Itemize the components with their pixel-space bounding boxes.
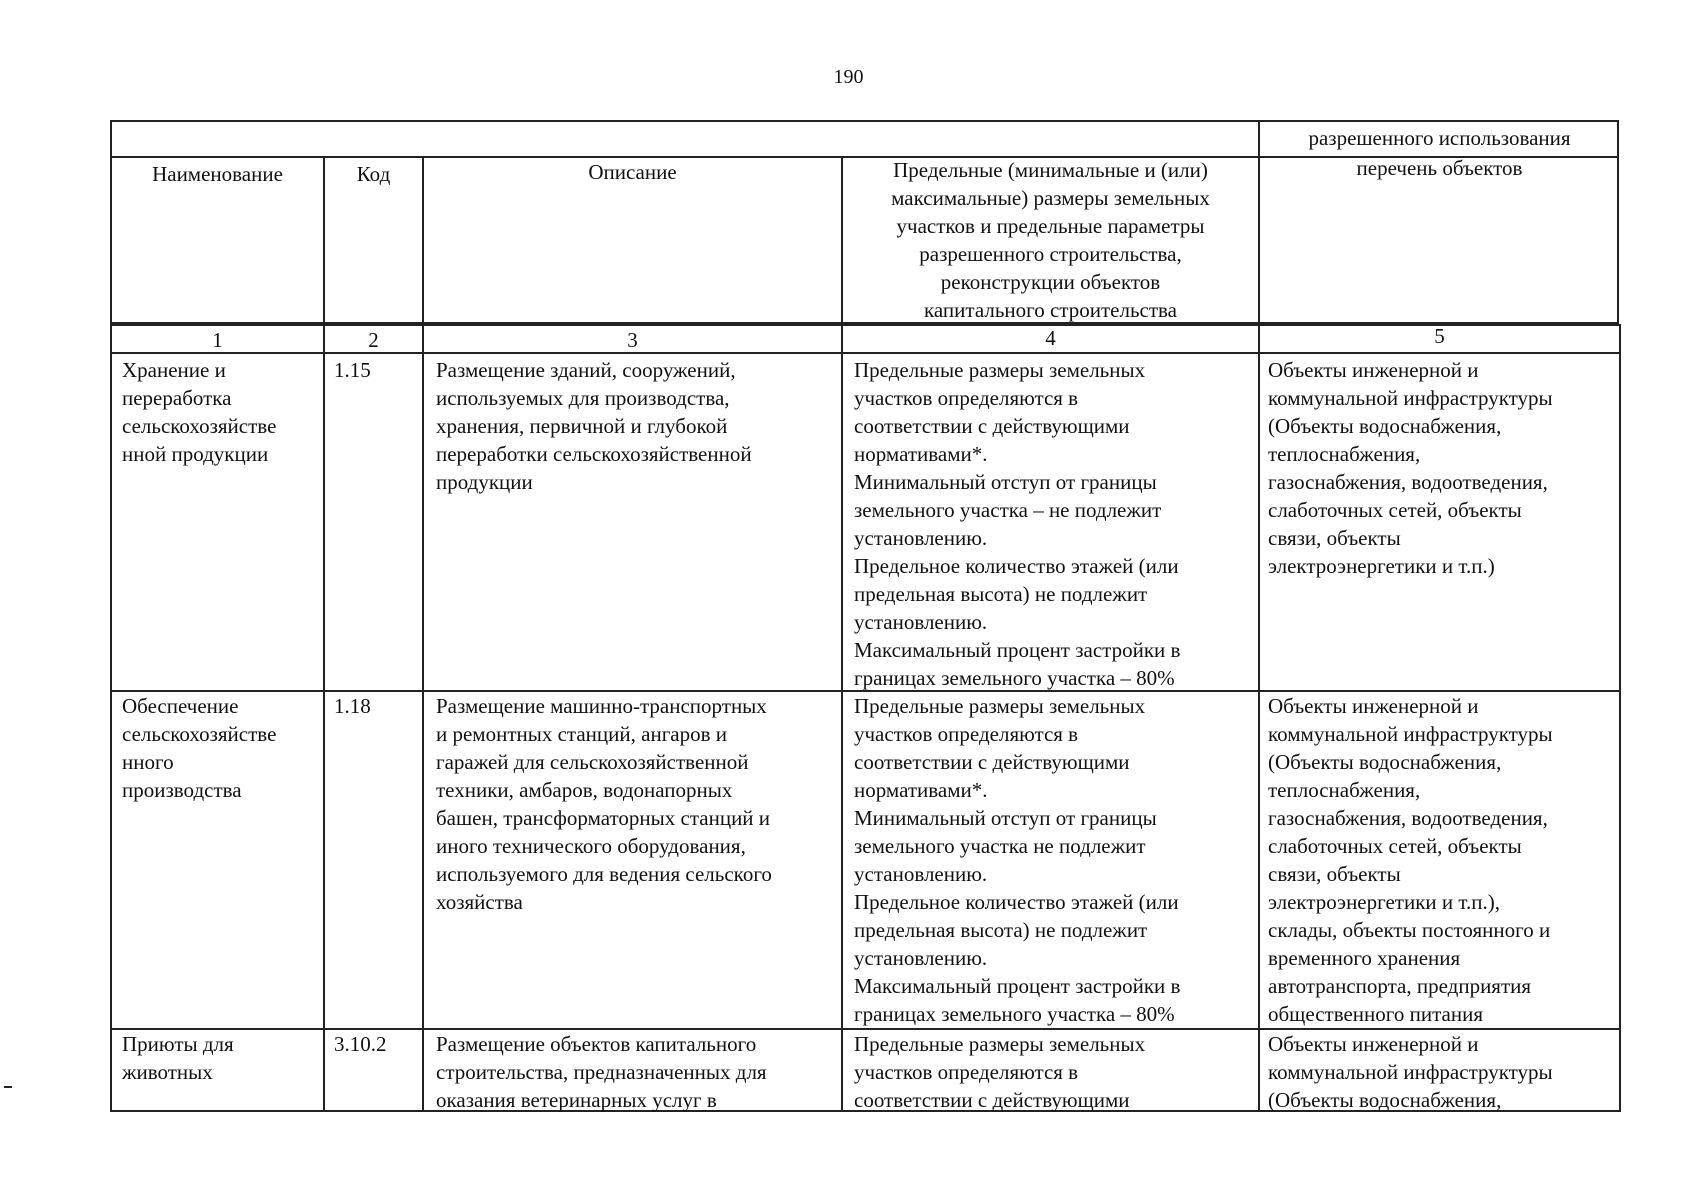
cell-line: коммунальной инфраструктуры (1268, 386, 1553, 410)
table-cell-params (854, 692, 1258, 1028)
table-cell-params (854, 1030, 1258, 1114)
cell-line: общественного питания (1268, 1002, 1483, 1026)
table-cell-name (122, 356, 323, 468)
table-cell-code (334, 692, 422, 720)
cell-line: нного (122, 750, 174, 774)
header-name: Наименование (152, 162, 283, 186)
cell-line: установлению. (854, 946, 988, 970)
cell-line: газоснабжения, водоотведения, (1268, 806, 1548, 830)
table-cell-objects (1268, 692, 1619, 1028)
cell-line: Размещение объектов капитального (436, 1032, 757, 1056)
cell-line: Объекты инженерной и (1268, 358, 1479, 382)
cell-line: установлению. (854, 862, 988, 886)
column-number-4: 4 (1045, 326, 1056, 350)
cell-line: иного технического оборудования, (436, 834, 746, 858)
cell-line: оказания ветеринарных услуг в (436, 1088, 717, 1112)
cell-line: слаботочных сетей, объекты (1268, 498, 1522, 522)
cell-line: Размещение машинно-транспортных (436, 694, 767, 718)
cell-line: Объекты инженерной и (1268, 1032, 1479, 1056)
cell-line: Предельное количество этажей (или (854, 554, 1179, 578)
cell-line: Минимальный отступ от границы (854, 806, 1157, 830)
cell-line: Предельные размеры земельных (854, 358, 1146, 382)
cell-line: слаботочных сетей, объекты (1268, 834, 1522, 858)
cell-line: теплоснабжения, (1268, 778, 1421, 802)
table-cell-code (334, 356, 422, 384)
header-params: Предельные (минимальные и (или) максимальные) размеры земельных участков и предельные параметры разрешенного строительства, реконструкции объектов капитального строительства (891, 158, 1210, 322)
table-cell-description (436, 356, 841, 496)
table-cell-name (122, 1030, 323, 1086)
cell-line: соответствии с действующими (854, 1088, 1130, 1112)
cell-line: Обеспечение (122, 694, 239, 718)
table-cell-objects (1268, 356, 1619, 580)
column-number-3: 3 (627, 328, 638, 352)
cell-line: предельная высота) не подлежит (854, 918, 1148, 942)
header-continuation: разрешенного использования (1308, 126, 1571, 150)
cell-line: башен, трансформаторных станций и (436, 806, 771, 830)
cell-line: Объекты инженерной и (1268, 694, 1479, 718)
cell-line: строительства, предназначенных для (436, 1060, 767, 1084)
table-cell-code (334, 1030, 422, 1058)
cell-line: земельного участка – не подлежит (854, 498, 1162, 522)
cell-line: участков определяются в (854, 1060, 1079, 1084)
cell-line: (Объекты водоснабжения, (1268, 414, 1502, 438)
cell-line: участков определяются в (854, 722, 1079, 746)
cell-line: (Объекты водоснабжения, (1268, 750, 1502, 774)
cell-line: переработка (122, 386, 232, 410)
cell-line: установлению. (854, 526, 988, 550)
cell-line: Приюты для (122, 1032, 234, 1056)
cell-line: Предельное количество этажей (или (854, 890, 1179, 914)
cell-line: коммунальной инфраструктуры (1268, 722, 1553, 746)
cell-line: производства (122, 778, 242, 802)
cell-line: сельскохозяйстве (122, 414, 277, 438)
cell-line: соответствии с действующими (854, 414, 1130, 438)
cell-line: техники, амбаров, водонапорных (436, 778, 733, 802)
cell-line: связи, объекты (1268, 526, 1401, 550)
cell-line: Хранение и (122, 358, 226, 382)
cell-line: и ремонтных станций, ангаров и (436, 722, 728, 746)
cell-line: коммунальной инфраструктуры (1268, 1060, 1553, 1084)
cell-line: временного хранения (1268, 946, 1461, 970)
cell-line: нормативами*. (854, 442, 988, 466)
col-divider-1 (323, 156, 325, 1112)
cell-line: переработки сельскохозяйственной (436, 442, 752, 466)
cell-line: хранения, первичной и глубокой (436, 414, 728, 438)
cell-line: Предельные размеры земельных (854, 694, 1146, 718)
table-cell-params (854, 356, 1258, 692)
margin-mark (4, 1086, 12, 1088)
cell-line: установлению. (854, 610, 988, 634)
cell-line: электроэнергетики и т.п.) (1268, 554, 1495, 578)
cell-line: границах земельного участка – 80% (854, 1002, 1175, 1026)
cell-line: продукции (436, 470, 533, 494)
cell-line: земельного участка не подлежит (854, 834, 1146, 858)
header-description: Описание (588, 160, 677, 184)
cell-line: электроэнергетики и т.п.), (1268, 890, 1500, 914)
cell-line: Минимальный отступ от границы (854, 470, 1157, 494)
cell-line: хозяйства (436, 890, 523, 914)
cell-line: границах земельного участка – 80% (854, 666, 1175, 690)
cell-line: нной продукции (122, 442, 269, 466)
cell-line: теплоснабжения, (1268, 442, 1421, 466)
column-number-1: 1 (212, 328, 223, 352)
cell-line: связи, объекты (1268, 862, 1401, 886)
cell-line: Максимальный процент застройки в (854, 974, 1181, 998)
cell-line: 1.18 (334, 694, 371, 718)
cell-line: животных (122, 1060, 213, 1084)
table-cell-objects (1268, 1030, 1619, 1114)
cell-line: склады, объекты постоянного и (1268, 918, 1551, 942)
cell-line: участков определяются в (854, 386, 1079, 410)
cell-line: Максимальный процент застройки в (854, 638, 1181, 662)
column-number-5: 5 (1434, 324, 1445, 348)
cell-line: Предельные размеры земельных (854, 1032, 1146, 1056)
cell-line: гаражей для сельскохозяйственной (436, 750, 749, 774)
cell-line: автотранспорта, предприятия (1268, 974, 1532, 998)
cell-line: сельскохозяйстве (122, 722, 277, 746)
cell-line: используемых для производства, (436, 386, 730, 410)
cell-line: используемого для ведения сельского (436, 862, 772, 886)
col-divider-4 (1258, 120, 1260, 1112)
cell-line: (Объекты водоснабжения, (1268, 1088, 1502, 1112)
page-number: 190 (833, 66, 864, 88)
cell-line: газоснабжения, водоотведения, (1268, 470, 1548, 494)
cell-line: 3.10.2 (334, 1032, 387, 1056)
header-code: Код (356, 162, 391, 186)
table-cell-name (122, 692, 323, 804)
cell-line: Размещение зданий, сооружений, (436, 358, 736, 382)
header-objects: перечень объектов (1356, 156, 1523, 180)
table-cell-description (436, 1030, 841, 1114)
cell-line: 1.15 (334, 358, 371, 382)
cell-line: нормативами*. (854, 778, 988, 802)
column-number-2: 2 (368, 328, 379, 352)
col-divider-2 (422, 156, 424, 1112)
cell-line: соответствии с действующими (854, 750, 1130, 774)
table-cell-description (436, 692, 841, 916)
cell-line: предельная высота) не подлежит (854, 582, 1148, 606)
